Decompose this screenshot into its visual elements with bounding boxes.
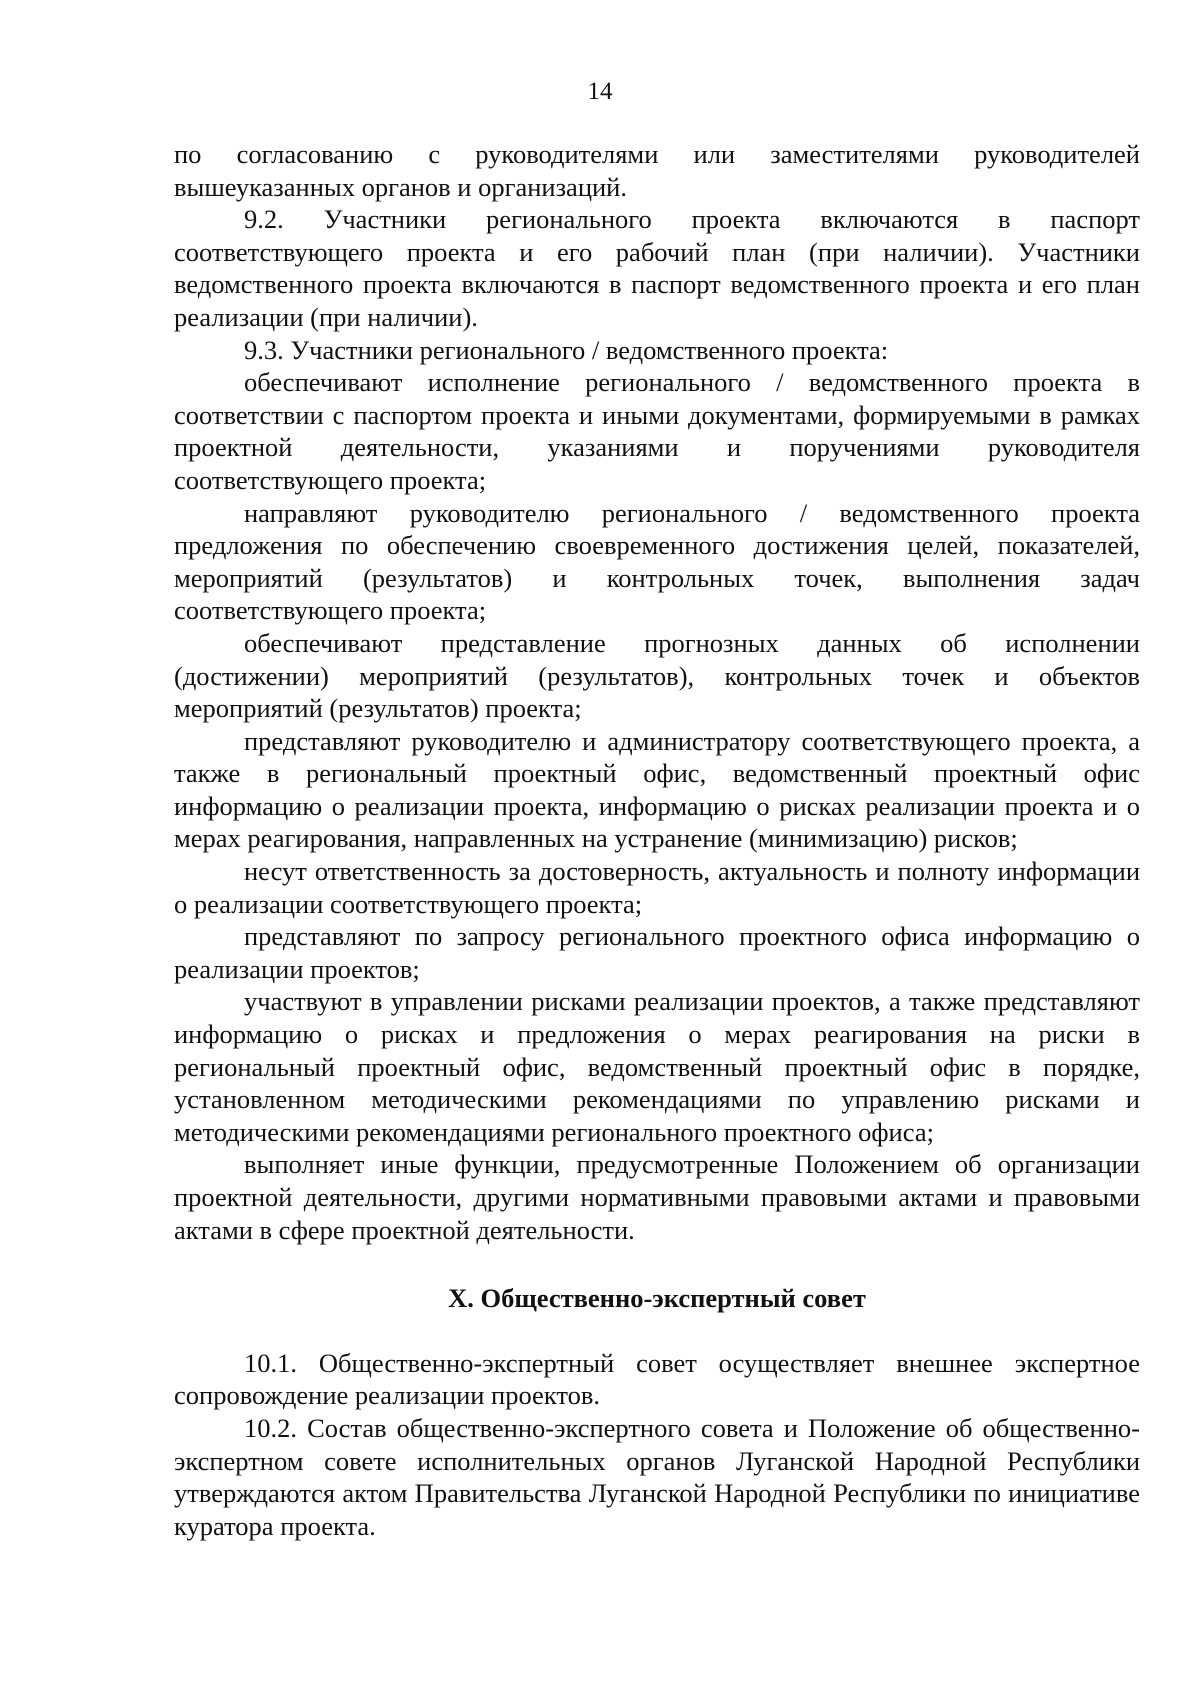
page-number: 14 [587, 78, 613, 105]
section-heading: X. Общественно-экспертный совет [448, 1283, 866, 1314]
paragraph: направляют руководителю регионального / ведомственного проекта предложения по обеспечению своевременного достижения целей, показателей, мероприятий (результатов) и контрольных точек, выполнения задач соответствующего проекта; [174, 497, 1140, 626]
paragraph-10-2: 10.2. Состав общественно-экспертного совета и Положение об общественно-экспертном совете исполнительных органов Луганской Народной Республики утверждаются актом Правительства Луганской Народной Республики по инициативе куратора проекта. [174, 1412, 1140, 1541]
paragraph-10-1: 10.1. Общественно-экспертный совет осуществляет внешнее экспертное сопровождение реализации проектов. [174, 1347, 1140, 1411]
paragraph: участвуют в управлении рисками реализации проектов, а также представляют информацию о рисках и предложения о мерах реагирования на риски в региональный проектный офис, ведомственный проектный офис в порядке, установленном методическими рекомендациями по управлению рисками и методическими рекомендациями регионального проектного офиса; [174, 986, 1140, 1147]
paragraph-9-2: 9.2. Участники регионального проекта включаются в паспорт соответствующего проекта и его рабочий план (при наличии). Участники ведомственного проекта включаются в паспорт ведомственного проекта и его план реализации (при наличии). [174, 204, 1140, 332]
paragraph-9-3: 9.3. Участники регионального / ведомственного проекта: [244, 334, 889, 365]
document-body [174, 138, 1140, 1542]
paragraph: обеспечивают представление прогнозных данных об исполнении (достижении) мероприятий (результатов), контрольных точек и объектов мероприятий (результатов) проекта; [174, 627, 1140, 724]
paragraph: представляют по запросу регионального проектного офиса информацию о реализации проектов; [174, 921, 1140, 984]
paragraph: выполняет иные функции, предусмотренные Положением об организации проектной деятельности, другими нормативными правовыми актами и правовыми актами в сфере проектной деятельности. [174, 1149, 1140, 1245]
paragraph: представляют руководителю и администратору соответствующего проекта, а также в региональный проектный офис, ведомственный проектный офис информацию о реализации проекта, информацию о рисках реализации проекта и о мерах реагирования, направленных на устранение (минимизацию) рисков; [174, 725, 1140, 854]
paragraph: несут ответственность за достоверность, актуальность и полноту информации о реализации соответствующего проекта; [174, 856, 1140, 919]
paragraph: обеспечивают исполнение регионального / ведомственного проекта в соответствии с паспортом проекта и иными документами, формируемыми в рамках проектной деятельности, указаниями и поручениями руководителя соответствующего проекта; [174, 367, 1140, 495]
paragraph: по согласованию с руководителями или заместителями руководителей вышеуказанных органов и организаций. [174, 139, 1140, 202]
